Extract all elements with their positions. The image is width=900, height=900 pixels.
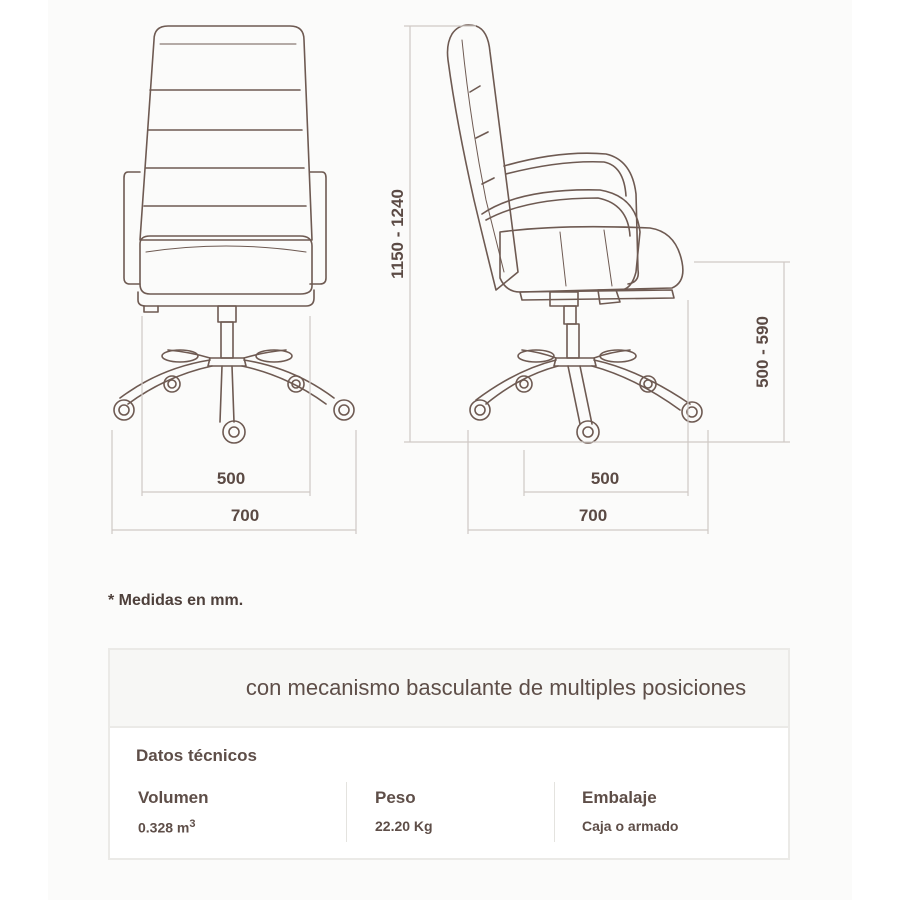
- packaging-label: Embalaje: [582, 788, 657, 807]
- front-base-width-label: 700: [230, 506, 260, 525]
- side-seat-height-label: 500 - 590: [753, 316, 772, 388]
- spec-title: Datos técnicos: [136, 746, 257, 765]
- weight-label: Peso: [375, 788, 416, 807]
- volume-unit-superscript: 3: [189, 818, 196, 830]
- weight-value: 22.20 Kg: [375, 818, 433, 834]
- measurement-note: * Medidas en mm.: [108, 592, 244, 609]
- side-height-label: 1150 - 1240: [388, 189, 407, 279]
- spec-header-text: con mecanismo basculante de multiples posiciones: [245, 675, 747, 700]
- volume-number: 0.328 m: [138, 819, 190, 836]
- volume-value: [138, 818, 209, 836]
- chair-front-view: [114, 26, 354, 443]
- chair-side-view: [448, 25, 703, 443]
- packaging-value: Caja o armado: [582, 818, 679, 834]
- spec-columns: [110, 782, 788, 846]
- spec-header: [110, 650, 788, 728]
- side-seat-depth-label: 500: [590, 469, 620, 488]
- spec-volume: [138, 782, 209, 844]
- technical-specs-box: [108, 648, 790, 860]
- dimension-lines: [112, 26, 790, 534]
- front-seat-width-label: 500: [216, 469, 246, 488]
- spec-packaging: [582, 782, 678, 844]
- spec-weight: [375, 782, 433, 844]
- volume-label: Volumen: [138, 788, 209, 807]
- side-base-depth-label: 700: [578, 506, 608, 525]
